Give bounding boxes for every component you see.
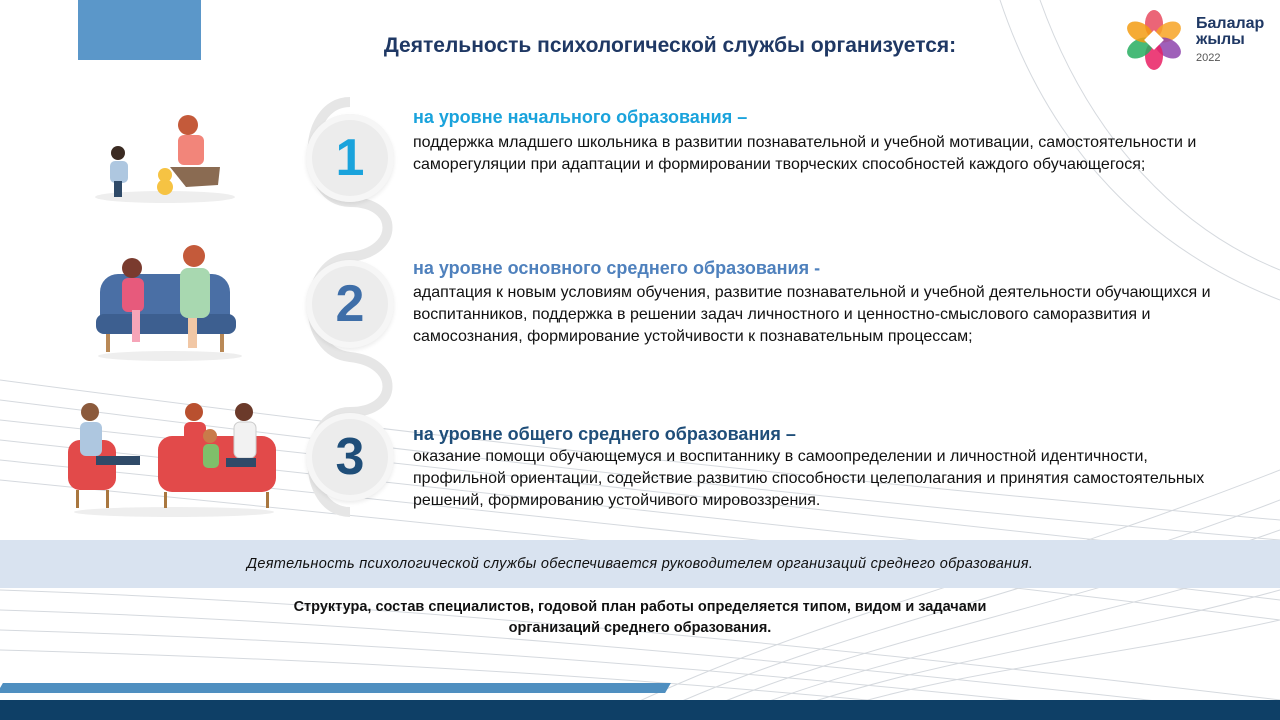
step-3-heading: на уровне общего среднего образования – bbox=[413, 424, 796, 444]
flower-logo-icon bbox=[1118, 8, 1190, 72]
step-number-1 bbox=[306, 114, 394, 202]
page-title: Деятельность психологической службы организуется: bbox=[383, 34, 957, 57]
logo-text bbox=[1196, 16, 1264, 66]
balalar-zhyly-logo bbox=[1118, 8, 1278, 72]
counselor-girl-sofa-illustration bbox=[92, 240, 247, 362]
footer-accent-stripe bbox=[0, 683, 671, 693]
footer-bar bbox=[0, 700, 1280, 720]
step-1-heading: на уровне начального образования – bbox=[413, 107, 748, 127]
family-counseling-illustration bbox=[66, 400, 281, 518]
step-number-2 bbox=[306, 260, 394, 348]
step-number-text: 1 bbox=[335, 129, 365, 187]
info-band bbox=[0, 540, 1280, 588]
step-number-text: 2 bbox=[335, 275, 365, 333]
logo-year: 2022 bbox=[1196, 52, 1221, 64]
step-number-text: 3 bbox=[335, 428, 365, 486]
step-1-text: поддержка младшего школьника в развитии познавательной и учебной мотивации, самостоятельности и саморегуляции при адаптации и формировании творческих способностей каждого обучающегося; bbox=[413, 134, 1197, 173]
info-band-text: Деятельность психологической службы обеспечивается руководителем организаций среднего образования. bbox=[246, 556, 1034, 572]
structure-note-line2: организаций среднего образования. bbox=[508, 620, 772, 636]
structure-note bbox=[200, 597, 1080, 639]
step-2-heading: на уровне основного среднего образования - bbox=[413, 258, 821, 278]
step-2-text: адаптация к новым условиям обучения, развитие познавательной и учебной деятельности обучающихся и воспитанников, поддержка в решении задач личностного и ценностно-смыслового саморазвития и самосознания, формирование устойчивости к познавательным процессам; bbox=[413, 284, 1211, 345]
logo-line1: Балалар bbox=[1196, 15, 1265, 32]
logo-line2: жылы bbox=[1196, 31, 1245, 48]
header-accent-rect bbox=[78, 0, 201, 60]
mother-child-play-illustration bbox=[90, 105, 240, 205]
step-number-3 bbox=[306, 413, 394, 501]
structure-note-line1: Структура, состав специалистов, годовой план работы определяется типом, видом и задачами bbox=[293, 599, 987, 615]
step-3-text: оказание помощи обучающемуся и воспитаннику в самоопределении и личностной идентичности, профильной ориентации, содействие развитию способности целеполагания и принятия самостоятельных решений, формированию устойчивого мировоззрения. bbox=[413, 448, 1205, 509]
